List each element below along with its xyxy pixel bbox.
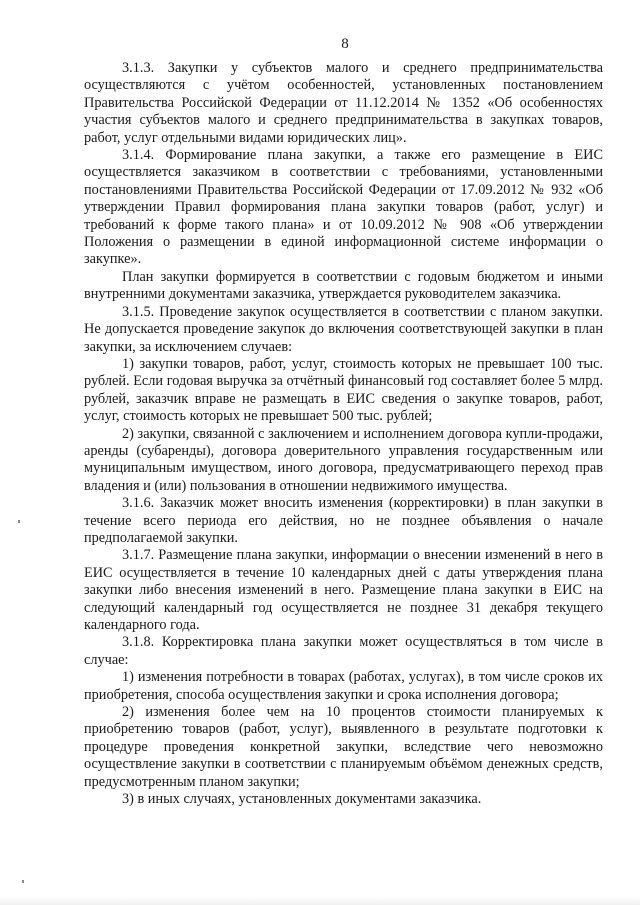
document-body — [84, 60, 603, 808]
list-item-3-1-8-2: 2) изменения более чем на 10 процентов стоимости планируемых к приобретению товаров (работ, услуг), выявленного в результате подготовки к процедуре проведения конкретной закупки, вследствие чего невозможно осуществление закупки в соответствии с планируемым объёмом денежных средств, предусмотренным планом закупки; — [84, 704, 603, 790]
paragraph-plan-formation: План закупки формируется в соответствии с годовым бюджетом и иными внутренними документами заказчика, утверждается руководителем заказчика. — [84, 268, 603, 303]
paragraph-3-1-4: 3.1.4. Формирование плана закупки, а также его размещение в ЕИС осуществляется заказчиком в соответствии с требованиями, установленными постановлениями Правительства Российской Федерации от 17.09.2012 № 932 «Об утверждении Правил формирования плана закупки товаров (работ, услуг) и требований к форме такого плана» и от 10.09.2012 № 908 «Об утверждении Положения о размещении в единой информационной системе информации о закупке». — [84, 147, 603, 268]
list-item-3-1-5-2: 2) закупки, связанной с заключением и исполнением договора купли-продажи, аренды (субаренды), договора доверительного управления государственным или муниципальным имуществом, иного договора, предусматривающего переход прав владения и (или) пользования в отношении недвижимого имущества. — [84, 425, 603, 494]
paragraph-3-1-8: 3.1.8. Корректировка плана закупки может осуществляться в том числе в случае: — [84, 634, 603, 668]
paragraph-3-1-5: 3.1.5. Проведение закупок осуществляется в соответствии с планом закупки. Не допускается проведение закупок до включения соответствующей закупки в план закупки, за исключением случаев: — [84, 303, 603, 355]
paragraph-3-1-7: 3.1.7. Размещение плана закупки, информации о внесении изменений в него в ЕИС осуществляется в течение 10 календарных дней с даты утверждения плана закупки либо внесения изменений в него. Размещение плана закупки в ЕИС на следующий календарный год осуществляется не позднее 31 декабря текущего календарного года. — [84, 547, 603, 633]
scan-mark — [18, 520, 20, 523]
list-item-3-1-8-3: 3) в иных случаях, установленных документами заказчика. — [122, 791, 482, 808]
scan-mark — [22, 880, 24, 883]
page-number: 8 — [341, 36, 349, 52]
list-item-3-1-8-1: 1) изменения потребности в товарах (работах, услугах), в том числе сроков их приобретения, способа осуществления закупки и срока исполнения договора; — [84, 669, 603, 703]
list-item-3-1-5-1: 1) закупки товаров, работ, услуг, стоимость которых не превышает 100 тыс. рублей. Если годовая выручка за отчётный финансовый год составляет более 5 млрд. рублей, заказчик вправе не размещать в ЕИС сведения о закупке товаров, работ, услуг, стоимость которых не превышает 500 тыс. рублей; — [84, 355, 603, 425]
scan-edge — [0, 897, 640, 905]
paragraph-3-1-6: 3.1.6. Заказчик может вносить изменения (корректировки) в план закупки в течение всего периода его действия, но не позднее объявления о начале предполагаемой закупки. — [84, 495, 603, 546]
paragraph-3-1-3: 3.1.3. Закупки у субъектов малого и среднего предпринимательства осуществляются с учётом особенностей, установленных постановлением Правительства Российской Федерации от 11.12.2014 № 1352 «Об особенностях участия субъектов малого и среднего предпринимательства в закупках товаров, работ, услуг отдельными видами юридических лиц». — [84, 60, 603, 146]
